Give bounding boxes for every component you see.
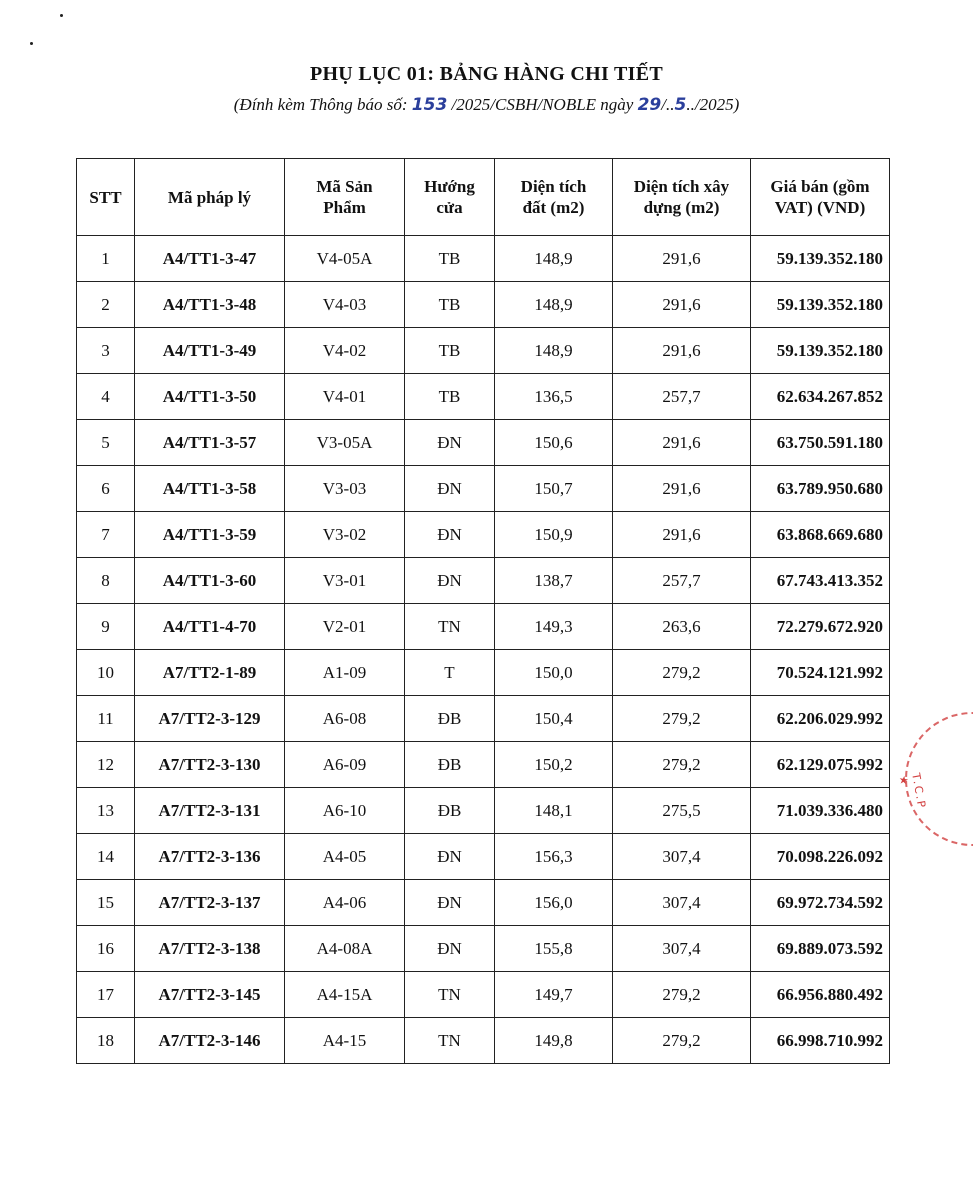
cell-product-code: A4-15 [285, 1018, 405, 1064]
cell-legal-code: A7/TT2-1-89 [135, 650, 285, 696]
cell-price: 67.743.413.352 [751, 558, 890, 604]
table-row [77, 788, 890, 834]
cell-stt: 1 [77, 236, 135, 282]
cell-stt: 14 [77, 834, 135, 880]
cell-legal-code: A7/TT2-3-146 [135, 1018, 285, 1064]
cell-stt: 9 [77, 604, 135, 650]
cell-legal-code: A4/TT1-3-57 [135, 420, 285, 466]
subtitle-mid: /2025/CSBH/NOBLE ngày [447, 95, 638, 114]
table-row [77, 328, 890, 374]
cell-legal-code: A4/TT1-3-60 [135, 558, 285, 604]
cell-direction: ĐB [405, 742, 495, 788]
table-body [77, 236, 890, 1064]
cell-product-code: V3-02 [285, 512, 405, 558]
handwritten-number: 153 [411, 95, 448, 115]
table-row [77, 972, 890, 1018]
stamp-text: T.C.P ★ [896, 772, 929, 811]
column-header: Diện tích xây dựng (m2) [613, 159, 751, 236]
cell-land-area: 150,6 [495, 420, 613, 466]
cell-build-area: 307,4 [613, 926, 751, 972]
table-row [77, 834, 890, 880]
cell-price: 63.789.950.680 [751, 466, 890, 512]
cell-price: 70.098.226.092 [751, 834, 890, 880]
table-row [77, 696, 890, 742]
cell-product-code: V3-03 [285, 466, 405, 512]
cell-price: 59.139.352.180 [751, 328, 890, 374]
table-row [77, 742, 890, 788]
cell-build-area: 279,2 [613, 1018, 751, 1064]
cell-product-code: A4-06 [285, 880, 405, 926]
cell-stt: 2 [77, 282, 135, 328]
cell-stt: 16 [77, 926, 135, 972]
cell-build-area: 307,4 [613, 834, 751, 880]
cell-stt: 5 [77, 420, 135, 466]
cell-build-area: 279,2 [613, 972, 751, 1018]
cell-land-area: 138,7 [495, 558, 613, 604]
cell-direction: ĐB [405, 696, 495, 742]
cell-product-code: A4-08A [285, 926, 405, 972]
scan-speck [30, 42, 33, 45]
cell-stt: 12 [77, 742, 135, 788]
cell-legal-code: A7/TT2-3-145 [135, 972, 285, 1018]
table-row [77, 420, 890, 466]
page-title: PHỤ LỤC 01: BẢNG HÀNG CHI TIẾT [309, 63, 664, 85]
cell-land-area: 136,5 [495, 374, 613, 420]
cell-legal-code: A4/TT1-3-47 [135, 236, 285, 282]
table-row [77, 926, 890, 972]
cell-stt: 10 [77, 650, 135, 696]
cell-product-code: V3-01 [285, 558, 405, 604]
cell-build-area: 257,7 [613, 374, 751, 420]
cell-land-area: 148,9 [495, 328, 613, 374]
cell-price: 66.956.880.492 [751, 972, 890, 1018]
cell-direction: TB [405, 374, 495, 420]
cell-stt: 7 [77, 512, 135, 558]
cell-legal-code: A4/TT1-3-59 [135, 512, 285, 558]
table-row [77, 650, 890, 696]
cell-price: 59.139.352.180 [751, 236, 890, 282]
table-row [77, 512, 890, 558]
cell-build-area: 263,6 [613, 604, 751, 650]
column-header: Mã Sản Phẩm [285, 159, 405, 236]
cell-land-area: 156,0 [495, 880, 613, 926]
cell-price: 62.634.267.852 [751, 374, 890, 420]
cell-price: 62.129.075.992 [751, 742, 890, 788]
cell-land-area: 156,3 [495, 834, 613, 880]
cell-product-code: V4-05A [285, 236, 405, 282]
cell-product-code: V4-02 [285, 328, 405, 374]
cell-price: 66.998.710.992 [751, 1018, 890, 1064]
cell-build-area: 279,2 [613, 650, 751, 696]
cell-direction: TN [405, 604, 495, 650]
handwritten-day: 29 [637, 95, 662, 115]
product-table [76, 158, 890, 1064]
cell-product-code: V3-05A [285, 420, 405, 466]
cell-land-area: 150,9 [495, 512, 613, 558]
cell-price: 69.889.073.592 [751, 926, 890, 972]
cell-legal-code: A4/TT1-3-49 [135, 328, 285, 374]
cell-legal-code: A7/TT2-3-129 [135, 696, 285, 742]
table-row [77, 374, 890, 420]
scan-speck [60, 14, 63, 17]
cell-direction: T [405, 650, 495, 696]
cell-land-area: 149,8 [495, 1018, 613, 1064]
cell-build-area: 279,2 [613, 696, 751, 742]
cell-legal-code: A7/TT2-3-137 [135, 880, 285, 926]
subtitle-suffix: ../2025) [686, 95, 740, 114]
cell-land-area: 155,8 [495, 926, 613, 972]
cell-direction: TB [405, 236, 495, 282]
cell-land-area: 150,2 [495, 742, 613, 788]
cell-direction: ĐN [405, 834, 495, 880]
cell-product-code: A6-09 [285, 742, 405, 788]
cell-stt: 11 [77, 696, 135, 742]
cell-price: 70.524.121.992 [751, 650, 890, 696]
cell-stt: 3 [77, 328, 135, 374]
cell-land-area: 148,9 [495, 236, 613, 282]
cell-legal-code: A7/TT2-3-130 [135, 742, 285, 788]
cell-build-area: 291,6 [613, 512, 751, 558]
cell-land-area: 148,9 [495, 282, 613, 328]
cell-price: 59.139.352.180 [751, 282, 890, 328]
cell-direction: ĐB [405, 788, 495, 834]
table-row [77, 236, 890, 282]
cell-legal-code: A4/TT1-3-48 [135, 282, 285, 328]
cell-build-area: 307,4 [613, 880, 751, 926]
cell-product-code: A4-15A [285, 972, 405, 1018]
cell-legal-code: A4/TT1-4-70 [135, 604, 285, 650]
cell-land-area: 150,4 [495, 696, 613, 742]
cell-build-area: 257,7 [613, 558, 751, 604]
column-header: Mã pháp lý [135, 159, 285, 236]
cell-direction: ĐN [405, 466, 495, 512]
cell-legal-code: A4/TT1-3-50 [135, 374, 285, 420]
cell-stt: 4 [77, 374, 135, 420]
subtitle-sep: /.. [661, 95, 675, 114]
table-row [77, 880, 890, 926]
cell-direction: TB [405, 282, 495, 328]
table-row [77, 282, 890, 328]
cell-product-code: V4-03 [285, 282, 405, 328]
cell-stt: 6 [77, 466, 135, 512]
cell-price: 69.972.734.592 [751, 880, 890, 926]
cell-direction: TN [405, 1018, 495, 1064]
cell-price: 63.868.669.680 [751, 512, 890, 558]
cell-product-code: A6-08 [285, 696, 405, 742]
cell-direction: TB [405, 328, 495, 374]
cell-stt: 17 [77, 972, 135, 1018]
cell-build-area: 291,6 [613, 236, 751, 282]
cell-stt: 18 [77, 1018, 135, 1064]
table-row [77, 1018, 890, 1064]
page-subtitle [0, 95, 973, 115]
cell-land-area: 150,0 [495, 650, 613, 696]
cell-product-code: A4-05 [285, 834, 405, 880]
cell-direction: ĐN [405, 880, 495, 926]
column-header: Diện tích đất (m2) [495, 159, 613, 236]
cell-build-area: 291,6 [613, 328, 751, 374]
cell-direction: TN [405, 972, 495, 1018]
cell-direction: ĐN [405, 558, 495, 604]
cell-land-area: 148,1 [495, 788, 613, 834]
cell-price: 71.039.336.480 [751, 788, 890, 834]
cell-legal-code: A4/TT1-3-58 [135, 466, 285, 512]
cell-build-area: 291,6 [613, 420, 751, 466]
cell-product-code: V2-01 [285, 604, 405, 650]
cell-direction: ĐN [405, 926, 495, 972]
cell-land-area: 150,7 [495, 466, 613, 512]
cell-build-area: 291,6 [613, 466, 751, 512]
cell-land-area: 149,3 [495, 604, 613, 650]
cell-legal-code: A7/TT2-3-138 [135, 926, 285, 972]
cell-direction: ĐN [405, 512, 495, 558]
cell-stt: 13 [77, 788, 135, 834]
column-header: Hướng cửa [405, 159, 495, 236]
cell-product-code: A6-10 [285, 788, 405, 834]
cell-build-area: 279,2 [613, 742, 751, 788]
column-header: STT [77, 159, 135, 236]
subtitle-prefix: (Đính kèm Thông báo số: [233, 95, 412, 114]
cell-build-area: 275,5 [613, 788, 751, 834]
cell-price: 72.279.672.920 [751, 604, 890, 650]
cell-direction: ĐN [405, 420, 495, 466]
handwritten-month: 5 [674, 95, 687, 115]
cell-product-code: V4-01 [285, 374, 405, 420]
cell-legal-code: A7/TT2-3-131 [135, 788, 285, 834]
cell-build-area: 291,6 [613, 282, 751, 328]
table-row [77, 466, 890, 512]
cell-price: 62.206.029.992 [751, 696, 890, 742]
cell-land-area: 149,7 [495, 972, 613, 1018]
cell-legal-code: A7/TT2-3-136 [135, 834, 285, 880]
column-header: Giá bán (gồm VAT) (VND) [751, 159, 890, 236]
table-row [77, 604, 890, 650]
cell-stt: 15 [77, 880, 135, 926]
table-header-row [77, 159, 890, 236]
cell-stt: 8 [77, 558, 135, 604]
cell-product-code: A1-09 [285, 650, 405, 696]
table-row [77, 558, 890, 604]
cell-price: 63.750.591.180 [751, 420, 890, 466]
